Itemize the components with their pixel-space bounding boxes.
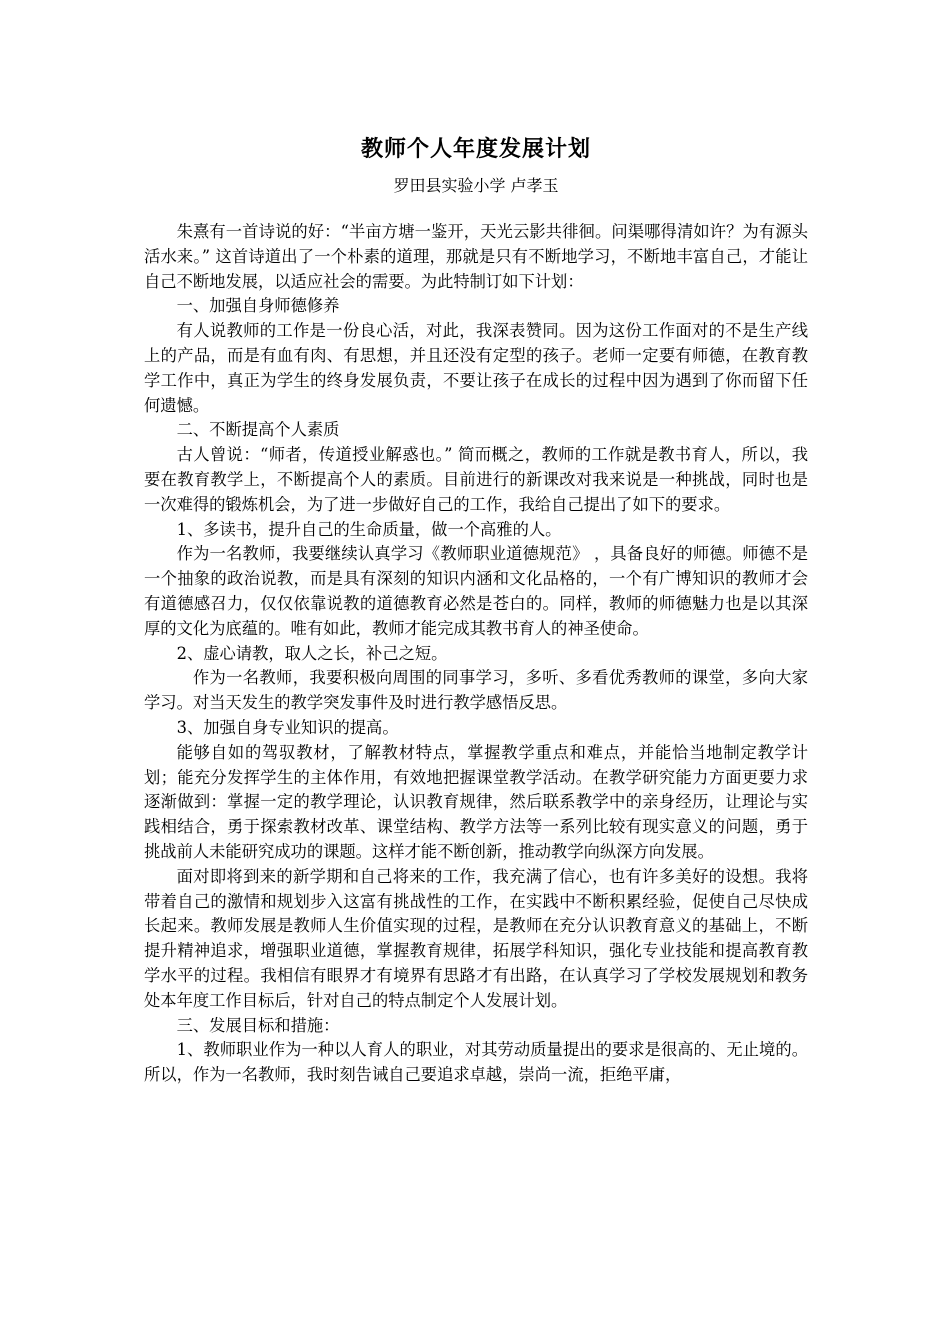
section-heading-3: 三、发展目标和措施： xyxy=(176,1015,340,1035)
subheading-expertise: 3、加强自身专业知识的提高。 xyxy=(176,717,399,737)
paragraph-reading: 作为一名教师，我要继续认真学习《教师职业道德规范》 ，具备良好的师德。师德不是一个抽象的政治说教，而是具有深刻的知识内涵和文化品格的，一个有广博知识的教师才会有道德感召力，仅仅依靠说教的道德教育必然是苍白的。同样，教师的师德魅力也是以其深厚的文化为底蕴的。唯有如此，教师才能完成其教书育人的神圣使命。 xyxy=(144,544,808,638)
document-author: 罗田县实验小学 卢孝玉 xyxy=(393,176,559,195)
paragraph-intro: 朱熹有一首诗说的好：“半亩方塘一鉴开，天光云影共徘徊。问渠哪得清如许？为有源头活水来。” 这首诗道出了一个朴素的道理，那就是只有不断地学习，不断地丰富自己，才能让自己不断地发展，以适应社会的需要。为此特制订如下计划： xyxy=(144,222,808,291)
document-page xyxy=(144,134,808,1088)
paragraph-quality: 古人曾说：“师者，传道授业解惑也。” 简而概之，教师的工作就是教书育人，所以，我要在教育教学上，不断提高个人的素质。目前进行的新课改对我来说是一种挑战，同时也是一次难得的锻炼机会，为了进一步做好自己的工作，我给自己提出了如下的要求。 xyxy=(144,445,808,514)
paragraph-goals: 1、教师职业作为一种以人育人的职业，对其劳动质量提出的要求是很高的、无止境的。所以，作为一名教师，我时刻告诫自己要追求卓越，崇尚一流，拒绝平庸， xyxy=(144,1040,808,1085)
section-heading-2: 二、不断提高个人素质 xyxy=(176,420,340,440)
section-heading-1: 一、加强自身师德修养 xyxy=(176,296,340,316)
subheading-reading: 1、多读书，提升自己的生命质量，做一个高雅的人。 xyxy=(176,519,562,539)
paragraph-outlook: 面对即将到来的新学期和自己将来的工作，我充满了信心，也有许多美好的设想。我将带着自己的激情和规划步入这富有挑战性的工作，在实践中不断积累经验，促使自己尽快成长起来。教师发展是教师人生价值实现的过程，是教师在充分认识教育意义的基础上，不断提升精神追求，增强职业道德，掌握教育规律，拓展学科知识，强化专业技能和提高教育教学水平的过程。我相信有眼界才有境界有思路才有出路，在认真学习了学校发展规划和教务处本年度工作目标后，针对自己的特点制定个人发展计划。 xyxy=(144,866,808,1010)
paragraph-expertise: 能够自如的驾驭教材，了解教材特点，掌握教学重点和难点，并能恰当地制定教学计划；能充分发挥学生的主体作用，有效地把握课堂教学活动。在教学研究能力方面更要力求逐渐做到：掌握一定的教学理论，认识教育规律，然后联系教学中的亲身经历，让理论与实践相结合，勇于探索教材改革、课堂结构、教学方法等一系列比较有现实意义的问题，勇于挑战前人未能研究成功的课题。这样才能不断创新，推动教学向纵深方向发展。 xyxy=(144,742,808,861)
paragraph-learning: 作为一名教师，我要积极向周围的同事学习，多听、多看优秀教师的课堂，多向大家学习。对当天发生的教学突发事件及时进行教学感悟反思。 xyxy=(144,668,808,713)
subheading-learning: 2、虚心请教，取人之长，补己之短。 xyxy=(176,643,448,663)
document-title: 教师个人年度发展计划 xyxy=(360,137,591,162)
paragraph-ethics: 有人说教师的工作是一份良心活，对此，我深表赞同。因为这份工作面对的不是生产线上的产品，而是有血有肉、有思想，并且还没有定型的孩子。老师一定要有师德，在教育教学工作中，真正为学生的终身发展负责，不要让孩子在成长的过程中因为遇到了你而留下任何遗憾。 xyxy=(144,321,808,415)
